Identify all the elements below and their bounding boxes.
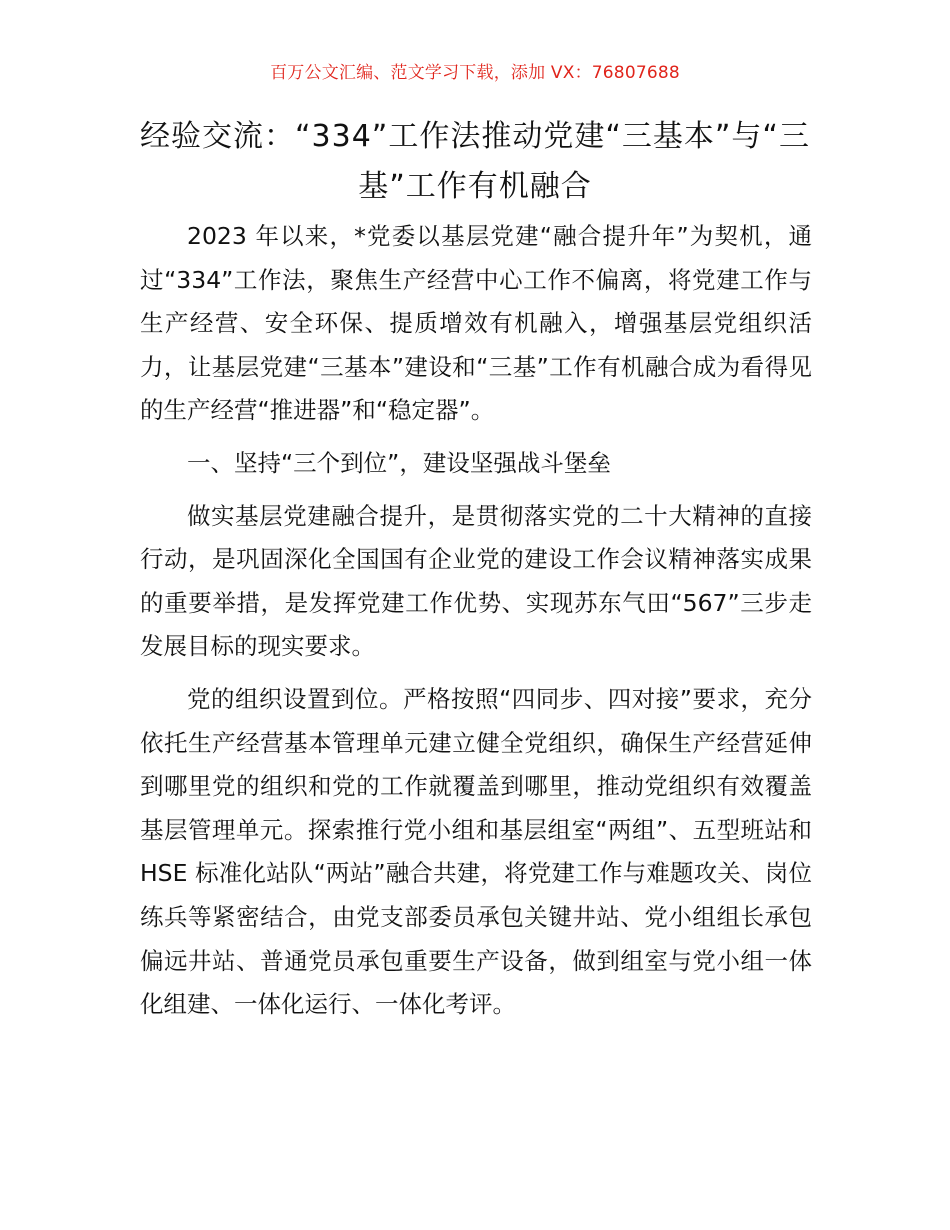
section-1-paragraph: 做实基层党建融合提升，是贯彻落实党的二十大精神的直接行动，是巩固深化全国国有企业党的建设工作会议精神落实成果的重要举措，是发挥党建工作优势、实现苏东气田“567”三步走发展目标的现实要求。 — [140, 501, 812, 661]
section-1-heading: 一、坚持“三个到位”，建设坚强战斗堡垒 — [187, 448, 611, 477]
promo-header: 百万公文汇编、范文学习下载，添加 VX：76807688 — [270, 63, 680, 83]
document-body — [140, 215, 812, 1027]
document-title: 经验交流：“334”工作法推动党建“三基本”与“三基”工作有机融合 — [140, 119, 810, 204]
section-1-paragraph: 党的组织设置到位。严格按照“四同步、四对接”要求，充分依托生产经营基本管理单元建立健全党组织，确保生产经营延伸到哪里党的组织和党的工作就覆盖到哪里，推动党组织有效覆盖基层管理单元。探索推行党小组和基层组室“两组”、五型班站和 HSE 标准化站队“两站”融合共建，将党建工作与难题攻关、岗位练兵等紧密结合，由党支部委员承包关键井站、党小组组长承包偏远井站、普通党员承包重要生产设备，做到组室与党小组一体化组建、一体化运行、一体化考评。 — [140, 684, 812, 1019]
intro-paragraph: 2023 年以来，*党委以基层党建“融合提升年”为契机，通过“334”工作法，聚焦生产经营中心工作不偏离，将党建工作与生产经营、安全环保、提质增效有机融入，增强基层党组织活力，让基层党建“三基本”建设和“三基”工作有机融合成为看得见的生产经营“推进器”和“稳定器”。 — [140, 222, 812, 425]
